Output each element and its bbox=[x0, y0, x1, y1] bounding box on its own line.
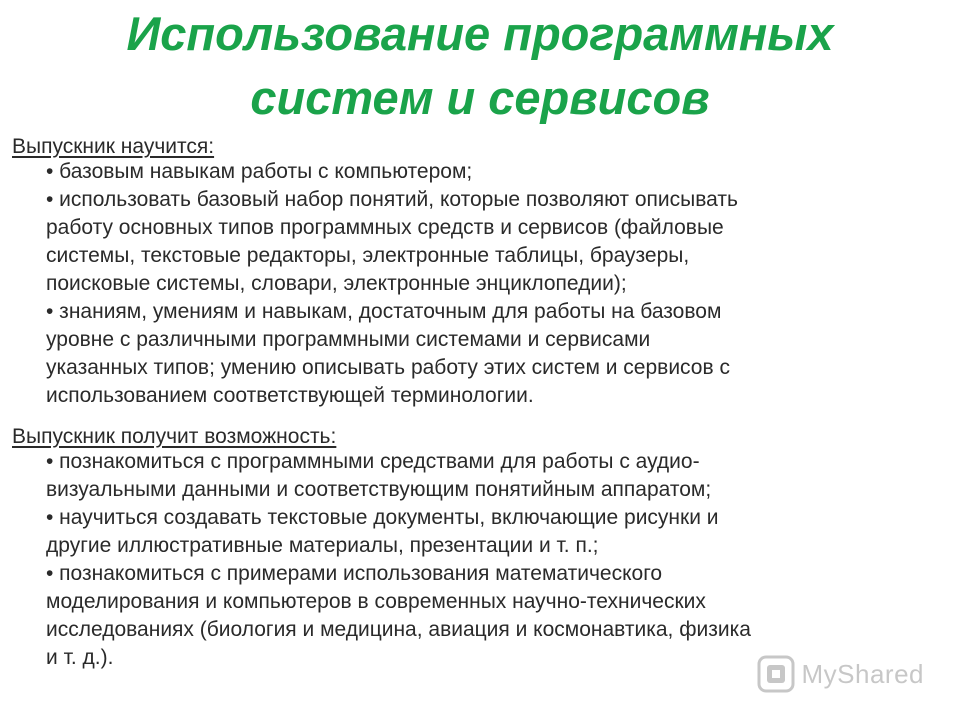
list-item-line: • познакомиться с программными средствами для работы с аудио- bbox=[46, 450, 700, 473]
watermark bbox=[756, 654, 925, 694]
myshared-logo-icon bbox=[756, 654, 796, 694]
list-item-line: моделирования и компьютеров в современных научно-технических bbox=[46, 590, 706, 613]
list-item bbox=[46, 504, 751, 560]
watermark-text: MyShared bbox=[801, 658, 924, 689]
list-item bbox=[46, 158, 738, 186]
list-item-line: • знаниям, умениям и навыкам, достаточным для работы на базовом bbox=[46, 300, 722, 323]
list-item-line: уровне с различными программными системами и сервисами bbox=[46, 328, 651, 351]
title-line-1: Использование программных bbox=[126, 7, 834, 60]
list-item-line: • базовым навыкам работы с компьютером; bbox=[46, 160, 473, 183]
list-item bbox=[46, 298, 738, 410]
list-item-line: визуальными данными и соответствующим понятийным аппаратом; bbox=[46, 478, 712, 501]
list-item-line: • научиться создавать текстовые документы, включающие рисунки и bbox=[46, 506, 719, 529]
opportunity-list bbox=[46, 448, 751, 672]
title-line-2: систем и сервисов bbox=[250, 71, 710, 124]
list-item bbox=[46, 186, 738, 298]
list-item-line: работу основных типов программных средств и сервисов (файловые bbox=[46, 216, 724, 239]
list-item-line: исследованиях (биология и медицина, авиация и космонавтика, физика bbox=[46, 618, 751, 641]
list-item-line: другие иллюстративные материалы, презентации и т. п.; bbox=[46, 534, 599, 557]
list-item bbox=[46, 560, 751, 672]
list-item-line: • познакомиться с примерами использования математического bbox=[46, 562, 663, 585]
list-item bbox=[46, 448, 751, 504]
will-learn-list bbox=[46, 158, 738, 410]
section-heading-opportunity: Выпускник получит возможность: bbox=[12, 425, 337, 448]
section-heading-will-learn: Выпускник научится: bbox=[12, 135, 215, 158]
list-item-line: и т. д.). bbox=[46, 646, 114, 669]
list-item-line: указанных типов; умению описывать работу этих систем и сервисов с bbox=[46, 356, 730, 379]
list-item-line: поисковые системы, словари, электронные энциклопедии); bbox=[46, 272, 627, 295]
slide-title bbox=[0, 2, 960, 130]
list-item-line: системы, текстовые редакторы, электронные таблицы, браузеры, bbox=[46, 244, 690, 267]
list-item-line: • использовать базовый набор понятий, которые позволяют описывать bbox=[46, 188, 738, 211]
list-item-line: использованием соответствующей терминологии. bbox=[46, 384, 534, 407]
